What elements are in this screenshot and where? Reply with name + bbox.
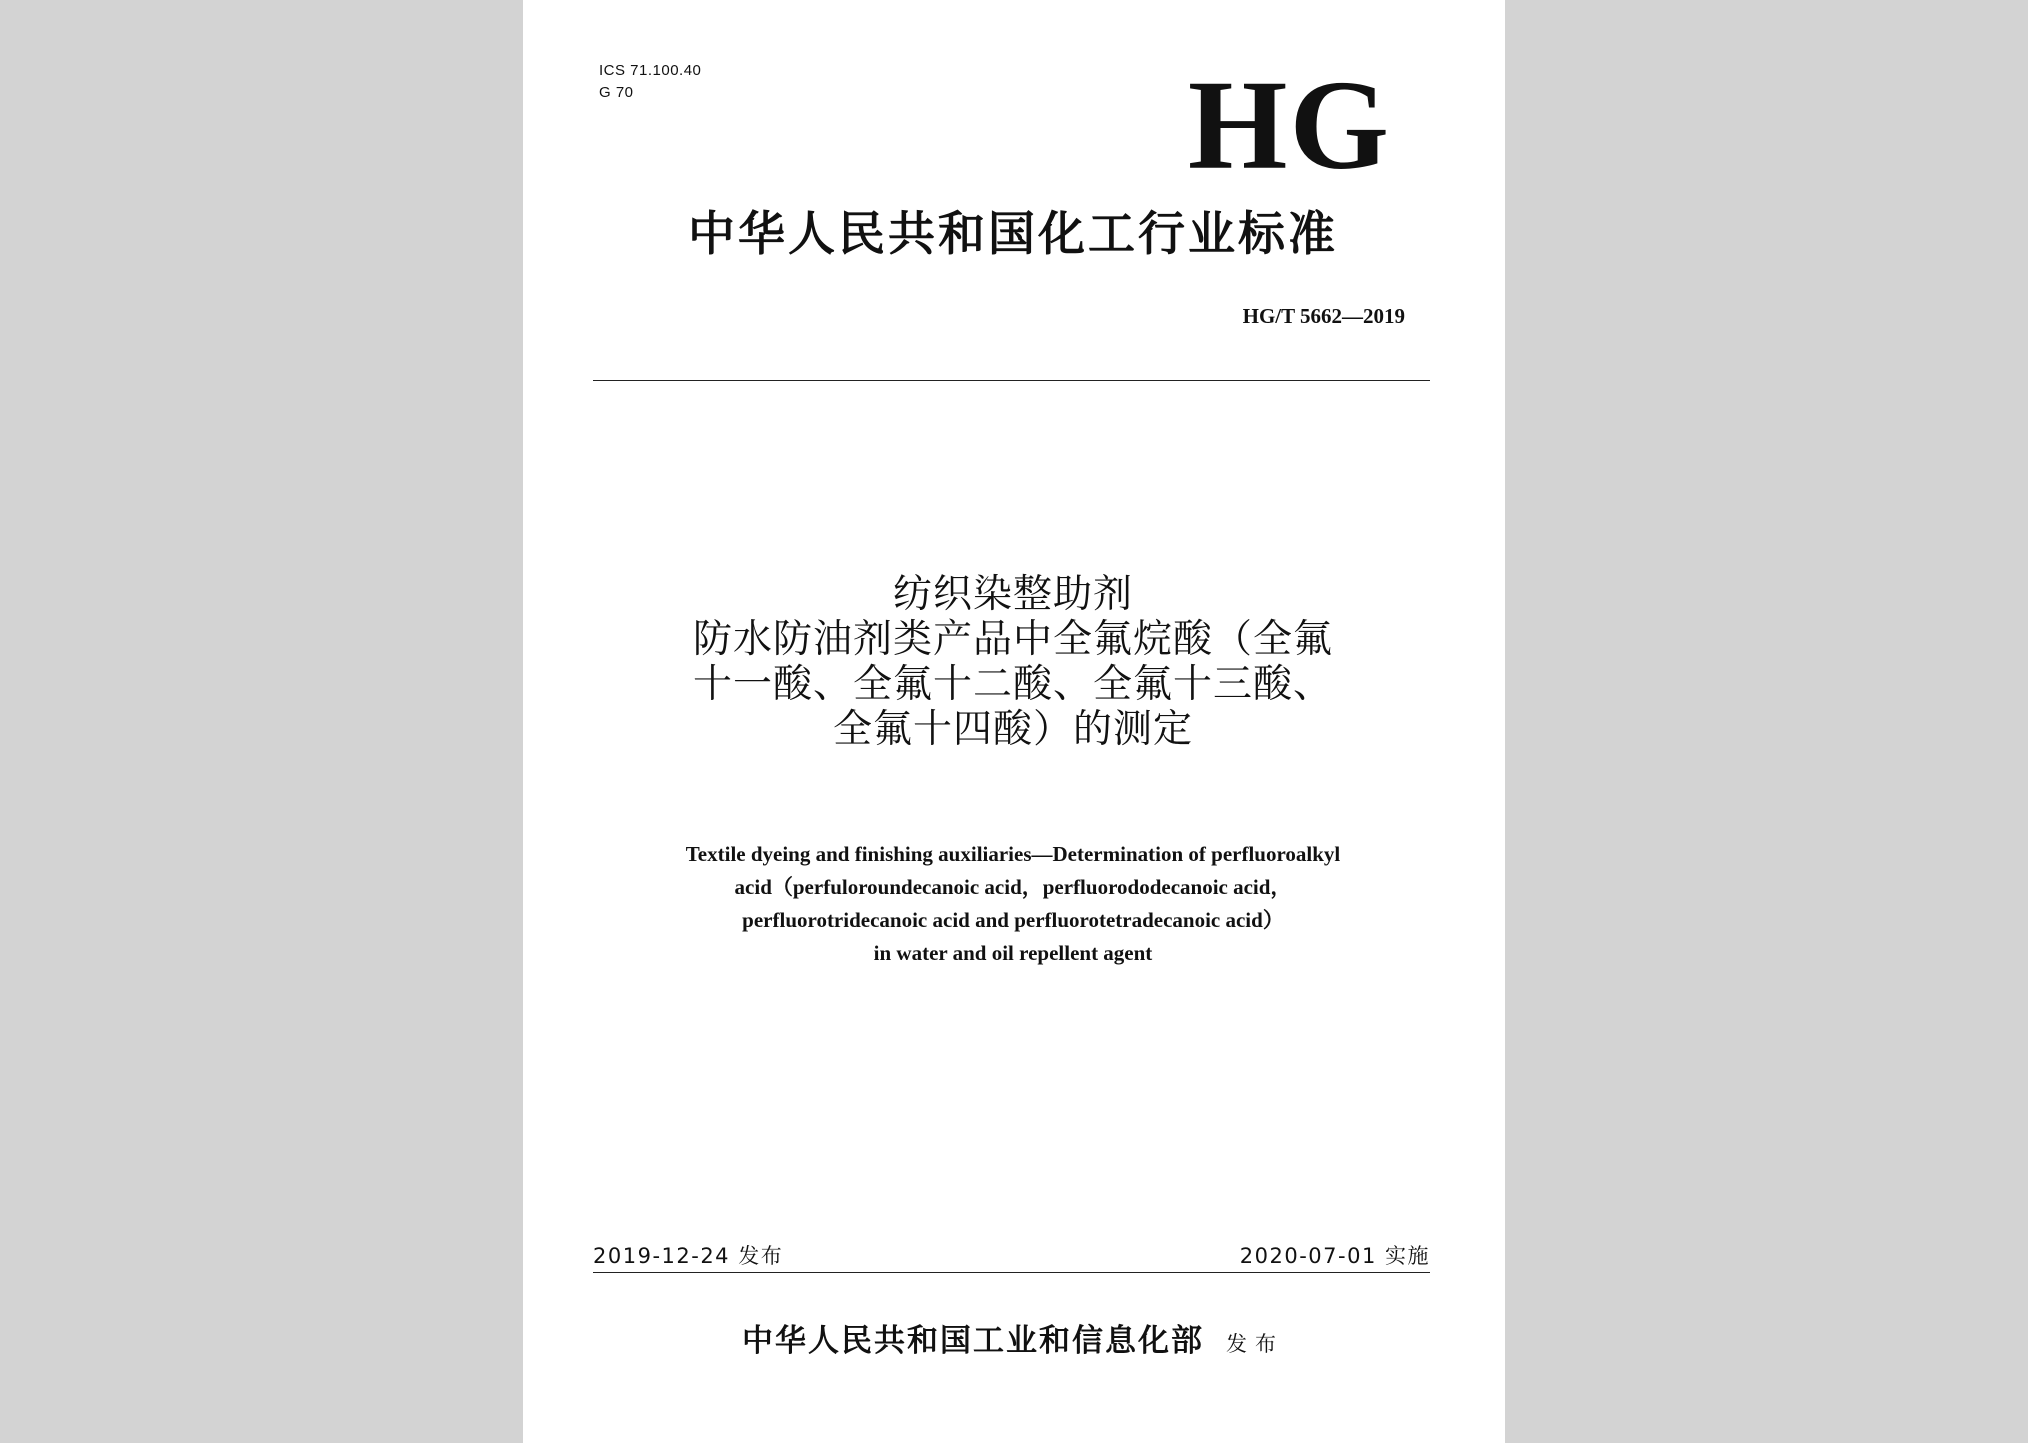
ccs-code: G 70: [599, 84, 634, 101]
publisher-name: 中华人民共和国工业和信息化部: [742, 1323, 1204, 1359]
english-title-line: in water and oil repellent agent: [873, 941, 1153, 965]
hg-logo: HG: [1187, 54, 1391, 196]
date-row: [593, 1242, 1430, 1273]
publisher-row: [593, 1320, 1433, 1367]
chinese-title-line: 纺织染整助剂: [892, 572, 1133, 617]
document-page: [523, 0, 1505, 1443]
english-title-line: Textile dyeing and finishing auxiliaries—Determination of perfluoroalkyl: [685, 842, 1341, 866]
top-divider: [593, 380, 1430, 381]
ics-code: ICS 71.100.40: [599, 62, 702, 79]
english-title-line: acid（perfuloroundecanoic acid，perfluorododecanoic acid，: [734, 875, 1292, 899]
implementation-date: 2020-07-01 实施: [1239, 1244, 1430, 1268]
standard-category-title: 中华人民共和国化工行业标准: [688, 207, 1338, 262]
english-title: [593, 838, 1433, 970]
chinese-title-line: 全氟十四酸）的测定: [832, 707, 1193, 752]
issue-date: 2019-12-24 发布: [593, 1244, 784, 1268]
chinese-title-line: 防水防油剂类产品中全氟烷酸（全氟: [692, 617, 1333, 662]
standard-code: HG/T 5662—2019: [1242, 304, 1405, 328]
english-title-line: perfluorotridecanoic acid and perfluorotetradecanoic acid）: [742, 908, 1284, 932]
chinese-title: [593, 572, 1433, 752]
publish-label: 发布: [1226, 1332, 1284, 1356]
chinese-title-line: 十一酸、全氟十二酸、全氟十三酸、: [692, 662, 1333, 707]
